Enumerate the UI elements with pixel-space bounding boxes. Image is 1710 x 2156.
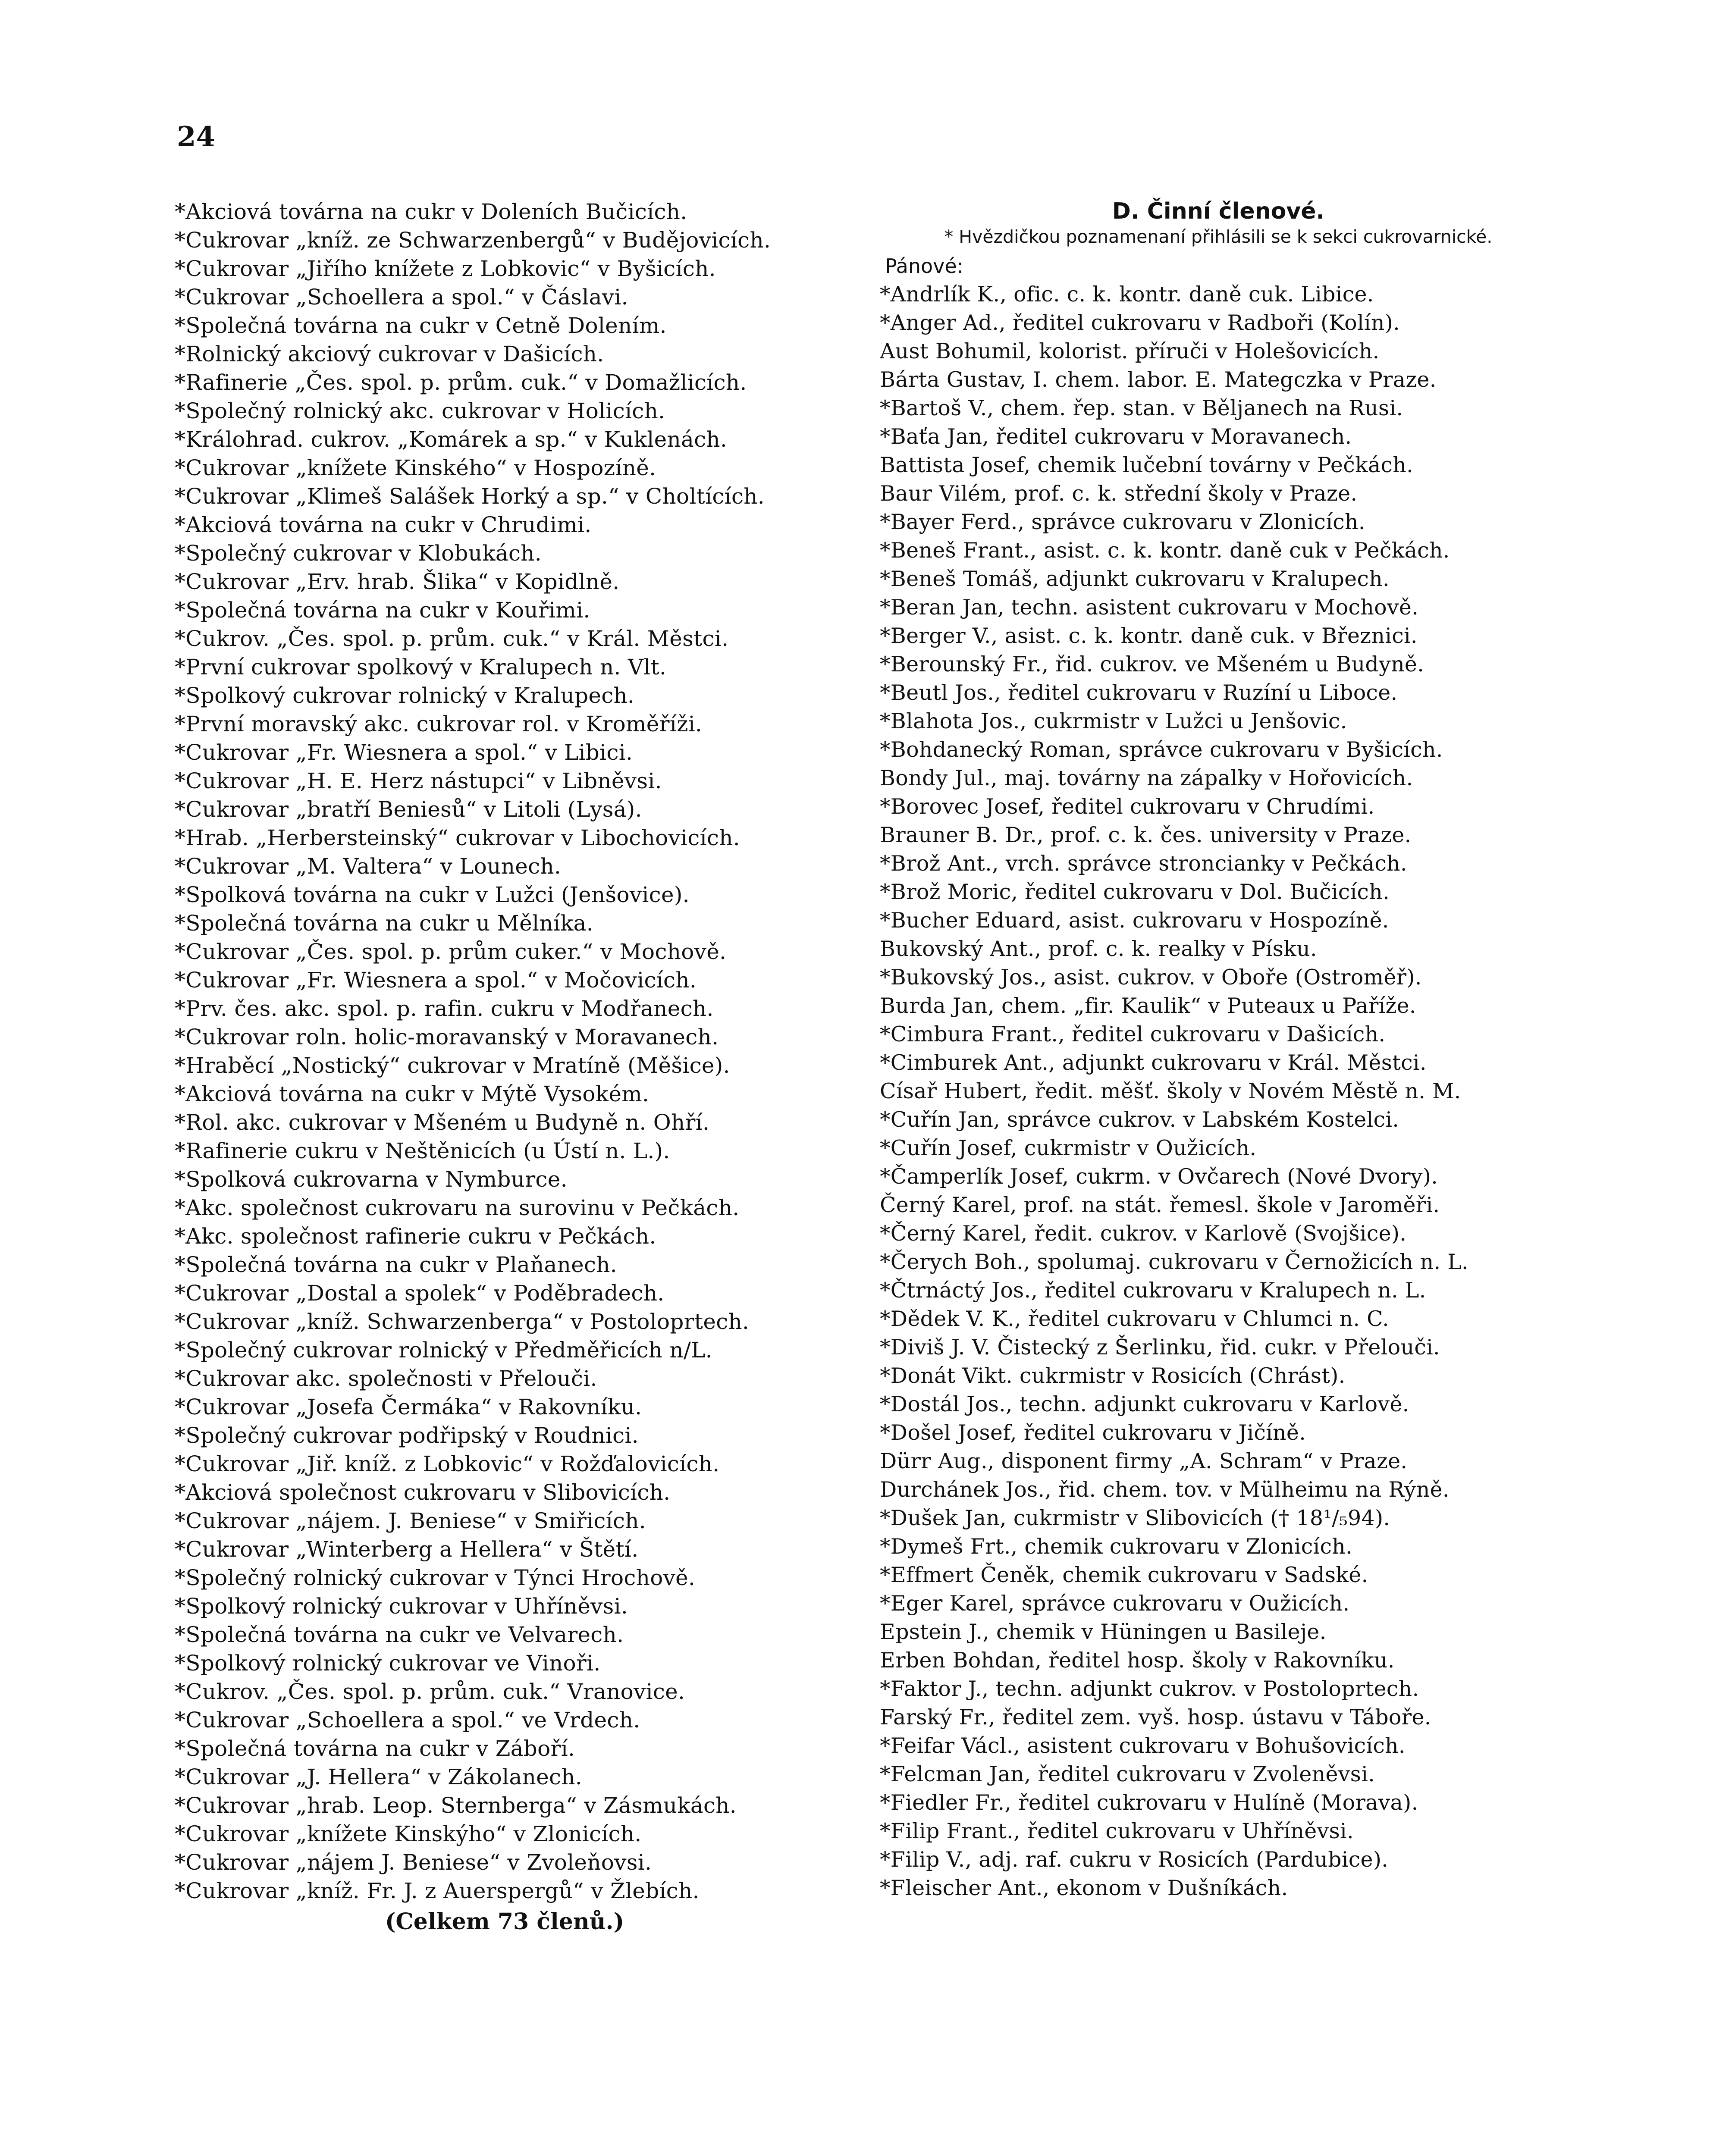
factory-entry: *Společný cukrovar rolnický v Předměřicích n/L. [175,1338,712,1363]
member-entry: Aust Bohumil, kolorist. příruči v Holešovicích. [880,339,1380,364]
member-entry: *Fleischer Ant., ekonom v Dušníkách. [880,1876,1288,1900]
member-entry: *Filip V., adj. raf. cukru v Rosicích (Pardubice). [880,1847,1389,1872]
factory-entry: *Cukrovar „Klimeš Salášek Horký a sp.“ v Choltících. [175,484,765,509]
member-entry: *Bayer Ferd., správce cukrovaru v Zlonicích. [880,510,1365,534]
factory-entry: *Cukrovar „Erv. hrab. Šlika“ v Kopidlně. [175,569,620,594]
factory-entry: *Cukrovar „Schoellera a spol.“ ve Vrdech. [175,1708,640,1733]
member-entry: *Beneš Tomáš, adjunkt cukrovaru v Kralupech. [880,567,1390,591]
factory-entry: *Cukrovar „Čes. spol. p. prům cuker.“ v Mochově. [175,939,727,964]
member-entry: *Dušek Jan, cukrmistr v Slibovicích († 18¹/₅94). [880,1506,1390,1530]
factory-entry: *Cukrovar roln. holic-moravanský v Moravanech. [175,1025,719,1050]
factory-entry: *Cukrovar „Schoellera a spol.“ v Čáslavi. [175,285,628,310]
factory-entry: *Cukrovar „Fr. Wiesnera a spol.“ v Močovicích. [175,968,697,993]
member-entry: *Dostál Jos., techn. adjunkt cukrovaru v Karlově. [880,1392,1409,1416]
member-entry: *Brož Ant., vrch. správce stroncianky v Pečkách. [880,851,1407,876]
factory-entry: *Akciová továrna na cukr v Doleních Bučicích. [175,199,687,224]
factory-entry: *Spolková cukrovarna v Nymburce. [175,1167,568,1192]
factory-entry: *Cukrovar „Jiř. kníž. z Lobkovic“ v Rožďalovicích. [175,1451,720,1476]
member-entry: *Beneš Frant., asist. c. k. kontr. daně cuk v Pečkách. [880,538,1450,563]
factory-entry: *Společná továrna na cukr u Mělníka. [175,911,593,936]
member-entry: *Beutl Jos., ředitel cukrovaru v Ruzíní u Liboce. [880,680,1398,705]
factory-entry: *Akciová továrna na cukr v Chrudimi. [175,512,592,537]
member-entry: *Berounský Fr., řid. cukrov. ve Mšeném u Budyně. [880,652,1424,677]
right-column [880,197,1557,1902]
member-entry: *Beran Jan, techn. asistent cukrovaru v Mochově. [880,595,1419,620]
member-entry: Černý Karel, prof. na stát. řemesl. škole v Jaroměři. [880,1193,1440,1217]
factory-entry: *Společný cukrovar v Klobukách. [175,541,542,566]
member-entry: Brauner B. Dr., prof. c. k. čes. university v Praze. [880,823,1412,847]
member-entry: *Effmert Čeněk, chemik cukrovaru v Sadské. [880,1563,1368,1587]
factory-entry: *Společná továrna na cukr ve Velvarech. [175,1622,624,1647]
factory-entry: *Cukrovar akc. společnosti v Přelouči. [175,1366,597,1391]
factory-entry: *Cukrovar „kníž. ze Schwarzenbergů“ v Budějovicích. [175,228,771,253]
member-entry: Battista Josef, chemik lučební továrny v Pečkách. [880,453,1413,477]
factory-entry: *Akciová továrna na cukr v Mýtě Vysokém. [175,1081,649,1106]
factory-entry: *Cukrovar „Jiřího knížete z Lobkovic“ v Byšicích. [175,256,716,281]
factory-entry: *Prv. čes. akc. spol. p. rafin. cukru v Modřanech. [175,996,714,1021]
factory-entry: *Cukrovar „hrab. Leop. Sternberga“ v Zásmukách. [175,1793,737,1818]
salutation: Pánové: [885,254,964,278]
member-entry: *Faktor J., techn. adjunkt cukrov. v Postoloprtech. [880,1677,1419,1701]
member-entry: *Brož Moric, ředitel cukrovaru v Dol. Bučicích. [880,880,1390,904]
factory-entry: *Spolkový cukrovar rolnický v Kralupech. [175,683,635,708]
factory-entry: *Cukrovar „J. Hellera“ v Zákolanech. [175,1764,582,1789]
member-entry: *Bohdanecký Roman, správce cukrovaru v Byšicích. [880,737,1443,762]
factory-entry: *První moravský akc. cukrovar rol. v Kroměříži. [175,711,703,736]
member-entry: Bukovský Ant., prof. c. k. realky v Písku. [880,937,1317,961]
factory-entry: *Rolnický akciový cukrovar v Dašicích. [175,342,604,367]
factory-entry: *Hraběcí „Nostický“ cukrovar v Mratíně (Měšice). [175,1053,730,1078]
factory-entry: *Cukrovar „Winterberg a Hellera“ v Štětí. [175,1537,639,1562]
member-entry: Durchánek Jos., řid. chem. tov. v Mülheimu na Rýně. [880,1477,1450,1502]
member-entry: *Felcman Jan, ředitel cukrovaru v Zvoleněvsi. [880,1762,1375,1786]
member-list [880,280,1557,1902]
factory-entry: *Cukrovar „knížete Kinskýho“ v Zlonicích. [175,1821,642,1846]
factory-entry: *Cukrovar „H. E. Herz nástupci“ v Libněvsi. [175,768,662,793]
factory-entry: *Akc. společnost cukrovaru na surovinu v Pečkách. [175,1195,740,1220]
member-entry: *Čamperlík Josef, cukrm. v Ovčarech (Nové Dvory). [880,1164,1438,1189]
factory-entry: *Spolková továrna na cukr v Lužci (Jenšovice). [175,882,690,907]
section-heading: D. Činní členové. [1112,198,1325,224]
member-total: (Celkem 73 členů.) [385,1908,624,1935]
member-entry: *Blahota Jos., cukrmistr v Lužci u Jenšovic. [880,709,1347,733]
factory-entry: *Společná továrna na cukr v Záboří. [175,1736,575,1761]
member-entry: *Došel Josef, ředitel cukrovaru v Jičíně. [880,1420,1306,1445]
member-entry: *Andrlík K., ofic. c. k. kontr. daně cuk. Libice. [880,282,1374,307]
factory-entry: *Cukrovar „knížete Kinského“ v Hospozíně. [175,455,656,480]
member-entry: *Baťa Jan, ředitel cukrovaru v Moravanech. [880,424,1352,449]
factory-entry: *První cukrovar spolkový v Kralupech n. Vlt. [175,655,667,680]
factory-entry: *Rafinerie „Čes. spol. p. prům. cuk.“ v Domažlicích. [175,370,747,395]
factory-entry: *Společný rolnický akc. cukrovar v Holicích. [175,398,665,423]
factory-entry: *Cukrovar „nájem. J. Beniese“ v Smiřicích. [175,1508,646,1533]
member-entry: *Cimbura Frant., ředitel cukrovaru v Dašicích. [880,1022,1386,1047]
page-number: 24 [177,121,216,153]
factory-entry: *Hrab. „Herbersteinský“ cukrovar v Libochovicích. [175,825,740,850]
factory-list [175,197,852,1905]
member-entry: *Eger Karel, správce cukrovaru v Oužicích. [880,1591,1350,1616]
member-entry: *Cuřín Jan, správce cukrov. v Labském Kostelci. [880,1107,1399,1132]
factory-entry: *Cukrovar „nájem J. Beniese“ v Zvoleňovsi. [175,1850,652,1875]
member-entry: *Čtrnáctý Jos., ředitel cukrovaru v Kralupech n. L. [880,1278,1426,1303]
member-entry: Erben Bohdan, ředitel hosp. školy v Rakovníku. [880,1648,1395,1673]
member-entry: *Feifar Václ., asistent cukrovaru v Bohušovicích. [880,1733,1406,1758]
factory-entry: *Spolkový rolnický cukrovar ve Vinoři. [175,1651,601,1676]
factory-entry: *Akc. společnost rafinerie cukru v Pečkách. [175,1224,656,1249]
member-entry: *Berger V., asist. c. k. kontr. daně cuk. v Březnici. [880,624,1418,648]
factory-entry: *Rol. akc. cukrovar v Mšeném u Budyně n. Ohří. [175,1110,710,1135]
member-entry: Baur Vilém, prof. c. k. střední školy v Praze. [880,481,1358,506]
member-entry: *Bucher Eduard, asist. cukrovaru v Hospozíně. [880,908,1389,933]
member-entry: *Čerych Boh., spolumaj. cukrovaru v Černožicích n. L. [880,1250,1468,1274]
factory-entry: *Cukrovar „bratří Beniesů“ v Litoli (Lysá). [175,797,642,822]
factory-entry: *Králohrad. cukrov. „Komárek a sp.“ v Kuklenách. [175,427,728,452]
member-entry: *Dymeš Frt., chemik cukrovaru v Zlonicích. [880,1534,1352,1559]
member-entry: Epstein J., chemik v Hüningen u Basileje. [880,1620,1327,1644]
member-entry: *Dědek V. K., ředitel cukrovaru v Chlumci n. C. [880,1307,1390,1331]
member-entry: Burda Jan, chem. „fir. Kaulik“ v Puteaux u Paříže. [880,993,1416,1018]
factory-entry: *Cukrov. „Čes. spol. p. prům. cuk.“ Vranovice. [175,1679,685,1704]
member-entry: *Donát Vikt. cukrmistr v Rosicích (Chrást). [880,1363,1346,1388]
member-entry: Bárta Gustav, I. chem. labor. E. Mategczka v Praze. [880,367,1437,392]
factory-entry: *Cukrovar „kníž. Fr. J. z Auerspergů“ v Žlebích. [175,1878,700,1903]
member-entry: *Černý Karel, ředit. cukrov. v Karlově (Svojšice). [880,1221,1407,1246]
member-entry: *Borovec Josef, ředitel cukrovaru v Chrudími. [880,794,1375,819]
factory-entry: *Cukrovar „Fr. Wiesnera a spol.“ v Libici. [175,740,633,765]
member-entry: *Bukovský Jos., asist. cukrov. v Oboře (Ostroměř). [880,965,1422,990]
factory-entry: *Spolkový rolnický cukrovar v Uhříněvsi. [175,1594,628,1619]
member-entry: Císař Hubert, ředit. měšť. školy v Novém Městě n. M. [880,1079,1461,1103]
left-column [175,197,852,1936]
factory-entry: *Cukrovar „Dostal a spolek“ v Poděbradech. [175,1281,665,1306]
factory-entry: *Společná továrna na cukr v Kouřimi. [175,598,590,623]
factory-entry: *Rafinerie cukru v Neštěnicích (u Ústí n. L.). [175,1138,670,1163]
factory-entry: *Cukrovar „Josefa Čermáka“ v Rakovníku. [175,1395,642,1420]
member-entry: *Cimburek Ant., adjunkt cukrovaru v Král. Městci. [880,1050,1427,1075]
factory-entry: *Společná továrna na cukr v Cetně Dolením. [175,313,667,338]
member-entry: *Cuřín Josef, cukrmistr v Oužicích. [880,1136,1257,1160]
member-entry: *Fiedler Fr., ředitel cukrovaru v Hulíně (Morava). [880,1790,1418,1815]
member-entry: Farský Fr., ředitel zem. vyš. hosp. ústavu v Táboře. [880,1705,1431,1730]
factory-entry: *Cukrovar „M. Valtera“ v Lounech. [175,854,562,879]
member-entry: *Filip Frant., ředitel cukrovaru v Uhříněvsi. [880,1819,1354,1843]
factory-entry: *Společná továrna na cukr v Plaňanech. [175,1252,617,1277]
member-entry: Bondy Jul., maj. továrny na zápalky v Hořovicích. [880,766,1413,790]
factory-entry: *Cukrov. „Čes. spol. p. prům. cuk.“ v Král. Městci. [175,626,729,651]
factory-entry: *Společný cukrovar podřipský v Roudnici. [175,1423,639,1448]
member-entry: *Diviš J. V. Čistecký z Šerlinku, řid. cukr. v Přelouči. [880,1335,1440,1360]
member-entry: *Bartoš V., chem. řep. stan. v Běljanech na Rusi. [880,396,1403,420]
factory-entry: *Cukrovar „kníž. Schwarzenberga“ v Postoloprtech. [175,1309,750,1334]
factory-entry: *Akciová společnost cukrovaru v Slibovicích. [175,1480,671,1505]
factory-entry: *Společný rolnický cukrovar v Týnci Hrochově. [175,1565,696,1590]
member-entry: Dürr Aug., disponent firmy „A. Schram“ v Praze. [880,1449,1408,1473]
member-entry: *Anger Ad., ředitel cukrovaru v Radboři (Kolín). [880,310,1400,335]
asterisk-note: * Hvězdičkou poznamenaní přihlásili se k sekci cukrovarnické. [944,226,1493,247]
